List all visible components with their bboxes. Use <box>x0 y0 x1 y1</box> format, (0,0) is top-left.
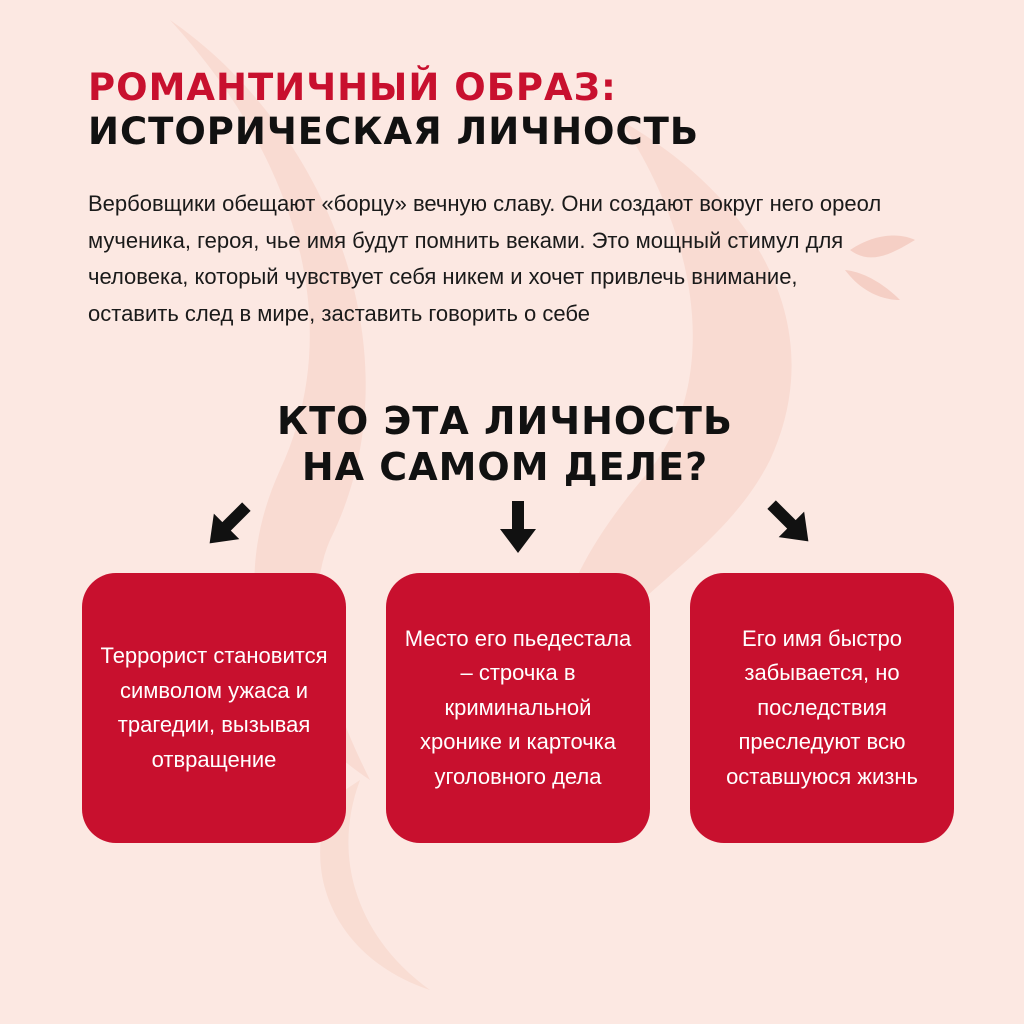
card-text: Место его пьедестала – строчка в криминальной хронике и карточка уголовного дела <box>404 625 632 789</box>
intro-paragraph: Вербовщики обещают «борцу» вечную славу. Они создают вокруг него ореол мученика, героя, чье имя будут помнить веками. Это мощный стимул для человека, который чувствует себя никем и хочет привлечь внимание, оставить след в мире, заставить говорить о себе <box>88 191 882 326</box>
card-forgotten-name <box>690 573 954 843</box>
title-line-main: ИСТОРИЧЕСКАЯ ЛИЧНОСТЬ <box>88 110 700 153</box>
question-line-1: КТО ЭТА ЛИЧНОСТЬ <box>277 399 733 443</box>
page-title <box>88 66 699 154</box>
card-text: Террорист становится символом ужаса и трагедии, вызывая отвращение <box>100 643 328 772</box>
card-pedestal <box>386 573 650 843</box>
question-heading <box>0 398 1010 490</box>
question-line-2: НА САМОМ ДЕЛЕ? <box>301 445 709 489</box>
arrow-down-icon <box>488 497 548 557</box>
card-terrorist-symbol <box>82 573 346 843</box>
arrow-down-left-icon <box>198 495 258 555</box>
arrow-down-right-icon <box>760 493 820 553</box>
card-text: Его имя быстро забывается, но последствия преследуют всю оставшуюся жизнь <box>726 625 918 789</box>
title-line-accent: РОМАНТИЧНЫЙ ОБРАЗ: <box>88 66 617 109</box>
